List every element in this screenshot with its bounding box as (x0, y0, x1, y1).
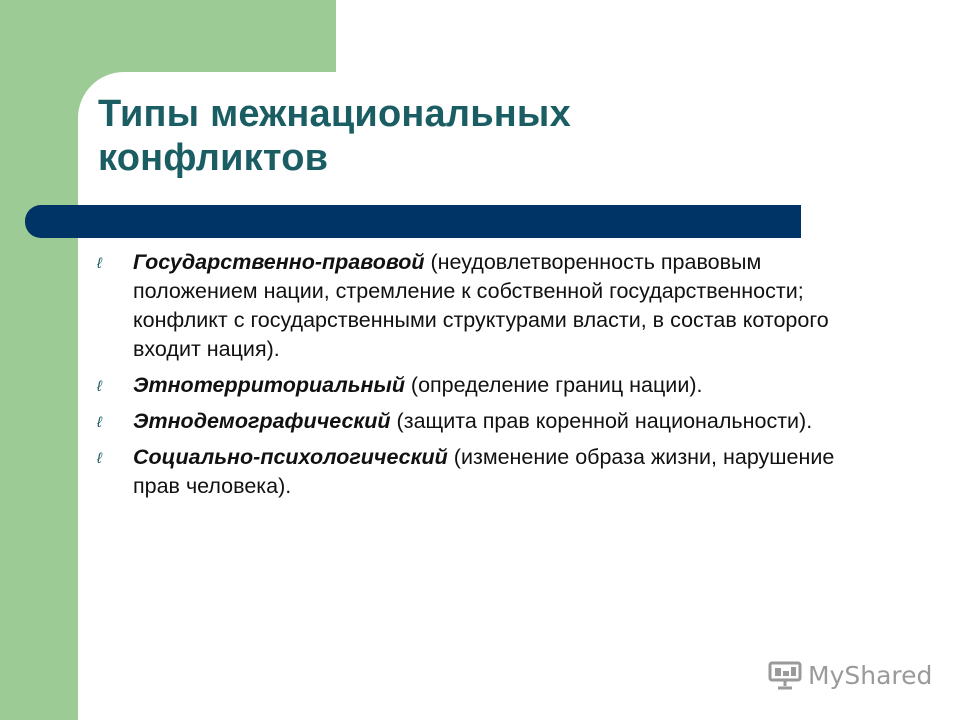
watermark (768, 655, 932, 695)
bullet-body-text: (изменение образа жизни, нарушение прав человека). (133, 445, 835, 498)
bullet-lead-text: Социально-психологический (133, 445, 448, 469)
bullet-item (95, 443, 885, 501)
bullet-marker-icon: ℓ (97, 378, 102, 395)
watermark-text: MyShared (808, 660, 933, 690)
slide-title: Типы межнациональных конфликтов (98, 93, 571, 179)
bullet-item (95, 371, 885, 400)
presentation-board-icon (768, 660, 802, 690)
bullet-lead-text: Этнотерриториальный (133, 373, 405, 397)
title-underline-bar (25, 205, 801, 238)
bullet-lead-text: Государственно-правовой (133, 250, 425, 274)
bullet-item (95, 407, 885, 436)
bullet-body-text: (защита прав коренной национальности). (390, 409, 813, 433)
bullet-body-text: (определение границ нации). (404, 373, 703, 397)
bullet-marker-icon: ℓ (97, 450, 102, 467)
bullet-body-text: (неудовлетворенность правовым положением нации, стремление к собственной государственности; конфликт с государственными структурами власти, в состав которого входит нация). (133, 250, 829, 361)
bullet-list (95, 248, 885, 508)
bullet-item (95, 248, 885, 364)
bullet-marker-icon: ℓ (97, 255, 102, 272)
bullet-lead-text: Этнодемографический (133, 409, 391, 433)
bullet-marker-icon: ℓ (97, 414, 102, 431)
